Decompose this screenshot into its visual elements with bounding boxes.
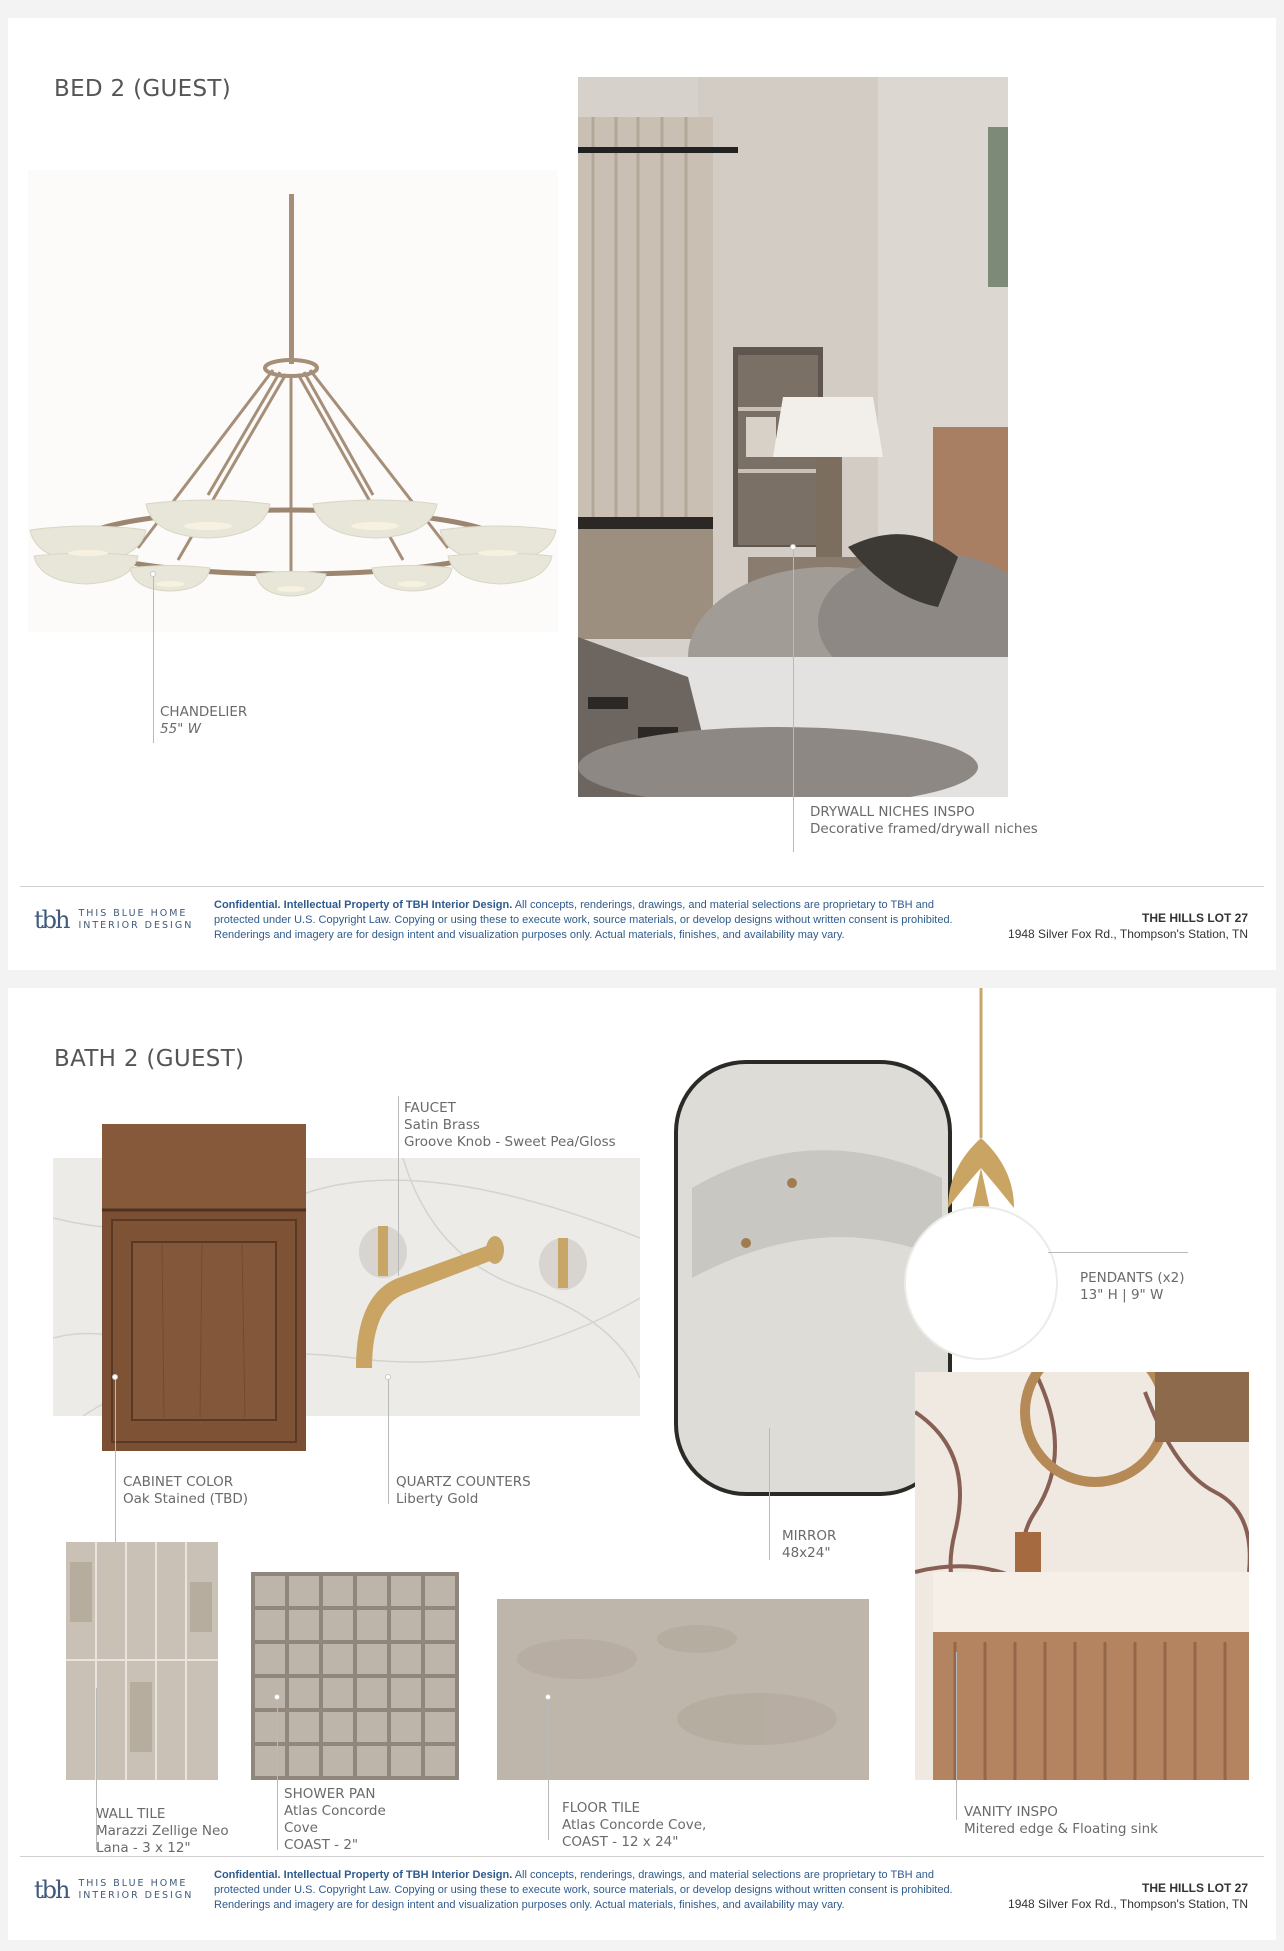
legal-bold: Confidential. Intellectual Property of TBH Interior Design.: [214, 1869, 513, 1881]
logo-text: [78, 1878, 193, 1902]
quartz-callout-line: [388, 1376, 389, 1504]
project-name: THE HILLS LOT 27: [1141, 911, 1248, 925]
confidentiality-notice: [214, 898, 966, 943]
item-line: Liberty Gold: [396, 1491, 479, 1507]
item-name: MIRROR: [782, 1528, 837, 1544]
project-address: 1948 Silver Fox Rd., Thompson's Station, TN: [1008, 1897, 1248, 1911]
callout-dot: [150, 571, 156, 577]
item-line: Atlas Concorde: [284, 1803, 386, 1819]
item-name: QUARTZ COUNTERS: [396, 1474, 531, 1490]
floor-tile-label: [562, 1800, 706, 1851]
project-address: 1948 Silver Fox Rd., Thompson's Station, TN: [1008, 927, 1248, 941]
item-line: Mitered edge & Floating sink: [964, 1821, 1158, 1837]
niches-callout-line: [793, 546, 794, 852]
vanity-callout-line: [956, 1652, 957, 1820]
item-name: FAUCET: [404, 1100, 456, 1116]
legal-text: All concepts, renderings, drawings, and material selections are proprietary to TBH and protected under U.S. Copyright Law. Copying or using these to execute work, source materials, or develop designs without written consent is prohibited. Renderings and imagery are for design intent and visualization purposes only. Actual materials, finishes, and availability may vary.: [214, 899, 953, 941]
project-info: [1008, 910, 1248, 942]
item-name: CABINET COLOR: [123, 1474, 234, 1490]
board-page-bed-2: [8, 18, 1276, 970]
item-name: PENDANTS (x2): [1080, 1270, 1185, 1286]
legal-bold: Confidential. Intellectual Property of TBH Interior Design.: [214, 899, 513, 911]
page-title: BED 2 (GUEST): [54, 76, 231, 102]
faucet-image: [338, 1218, 608, 1378]
shower-pan-callout-line: [277, 1696, 278, 1850]
tbh-logo: [34, 1876, 193, 1904]
item-line: Marazzi Zellige Neo: [96, 1823, 229, 1839]
item-line: Satin Brass: [404, 1117, 480, 1133]
item-line: Lana - 3 x 12": [96, 1840, 191, 1856]
shower-pan-swatch: [251, 1572, 459, 1780]
item-line: Groove Knob - Sweet Pea/Gloss: [404, 1134, 616, 1150]
cabinet-color-swatch: [102, 1124, 306, 1451]
tbh-logo: [34, 906, 193, 934]
logo-mark: tbh: [34, 906, 69, 934]
item-line: 13" H | 9" W: [1080, 1287, 1164, 1303]
vanity-inspo-image: [915, 1372, 1249, 1780]
mirror-callout-line: [769, 1428, 770, 1560]
footer-divider: [20, 1856, 1264, 1857]
pendant-callout-line: [1048, 1252, 1188, 1253]
legal-text: All concepts, renderings, drawings, and material selections are proprietary to TBH and protected under U.S. Copyright Law. Copying or using these to execute work, source materials, or develop designs without written consent is prohibited. Renderings and imagery are for design intent and visualization purposes only. Actual materials, finishes, and availability may vary.: [214, 1869, 953, 1911]
mirror-label: [782, 1528, 836, 1562]
item-line: 48x24": [782, 1545, 831, 1561]
item-line: Cove: [284, 1820, 318, 1836]
faucet-label: [404, 1100, 616, 1151]
confidentiality-notice: [214, 1868, 966, 1913]
item-detail: 55" W: [160, 721, 202, 737]
callout-dot: [790, 544, 796, 550]
floor-tile-callout-line: [548, 1696, 549, 1840]
item-name: WALL TILE: [96, 1806, 166, 1822]
callout-dot: [274, 1694, 280, 1700]
shower-pan-label: [284, 1786, 386, 1854]
logo-line-1: THIS BLUE HOME: [78, 1878, 188, 1889]
project-name: THE HILLS LOT 27: [1141, 1881, 1248, 1895]
item-name: FLOOR TILE: [562, 1800, 641, 1816]
wall-tile-label: [96, 1806, 229, 1857]
callout-dot: [112, 1374, 118, 1380]
pendants-label: [1080, 1270, 1184, 1304]
item-line: COAST - 2": [284, 1837, 359, 1853]
chandelier-callout-line: [153, 573, 154, 743]
callout-dot: [545, 1694, 551, 1700]
logo-text: [78, 908, 193, 932]
item-name: SHOWER PAN: [284, 1786, 376, 1802]
chandelier-label: [160, 704, 247, 738]
logo-line-1: THIS BLUE HOME: [78, 908, 188, 919]
faucet-callout-line: [398, 1096, 399, 1276]
item-name: CHANDELIER: [160, 704, 248, 720]
item-line: Oak Stained (TBD): [123, 1491, 249, 1507]
drywall-niches-label: [810, 804, 1038, 838]
footer-divider: [20, 886, 1264, 887]
page-title: BATH 2 (GUEST): [54, 1046, 245, 1072]
logo-mark: tbh: [34, 1876, 69, 1904]
cabinet-color-label: [123, 1474, 248, 1508]
logo-line-2: INTERIOR DESIGN: [78, 920, 194, 931]
callout-dot: [385, 1374, 391, 1380]
wall-tile-swatch: [66, 1542, 218, 1780]
chandelier-image: [28, 170, 558, 632]
vanity-inspo-label: [964, 1804, 1158, 1838]
item-detail: Decorative framed/drywall niches: [810, 821, 1038, 837]
pendant-image: [888, 988, 1058, 1368]
logo-line-2: INTERIOR DESIGN: [78, 1890, 194, 1901]
board-page-bath-2: [8, 988, 1276, 1940]
item-name: DRYWALL NICHES INSPO: [810, 804, 975, 820]
item-line: Atlas Concorde Cove,: [562, 1817, 707, 1833]
item-name: VANITY INSPO: [964, 1804, 1058, 1820]
project-info: [1008, 1880, 1248, 1912]
item-line: COAST - 12 x 24": [562, 1834, 679, 1850]
floor-tile-swatch: [497, 1599, 869, 1780]
quartz-counters-label: [396, 1474, 531, 1508]
